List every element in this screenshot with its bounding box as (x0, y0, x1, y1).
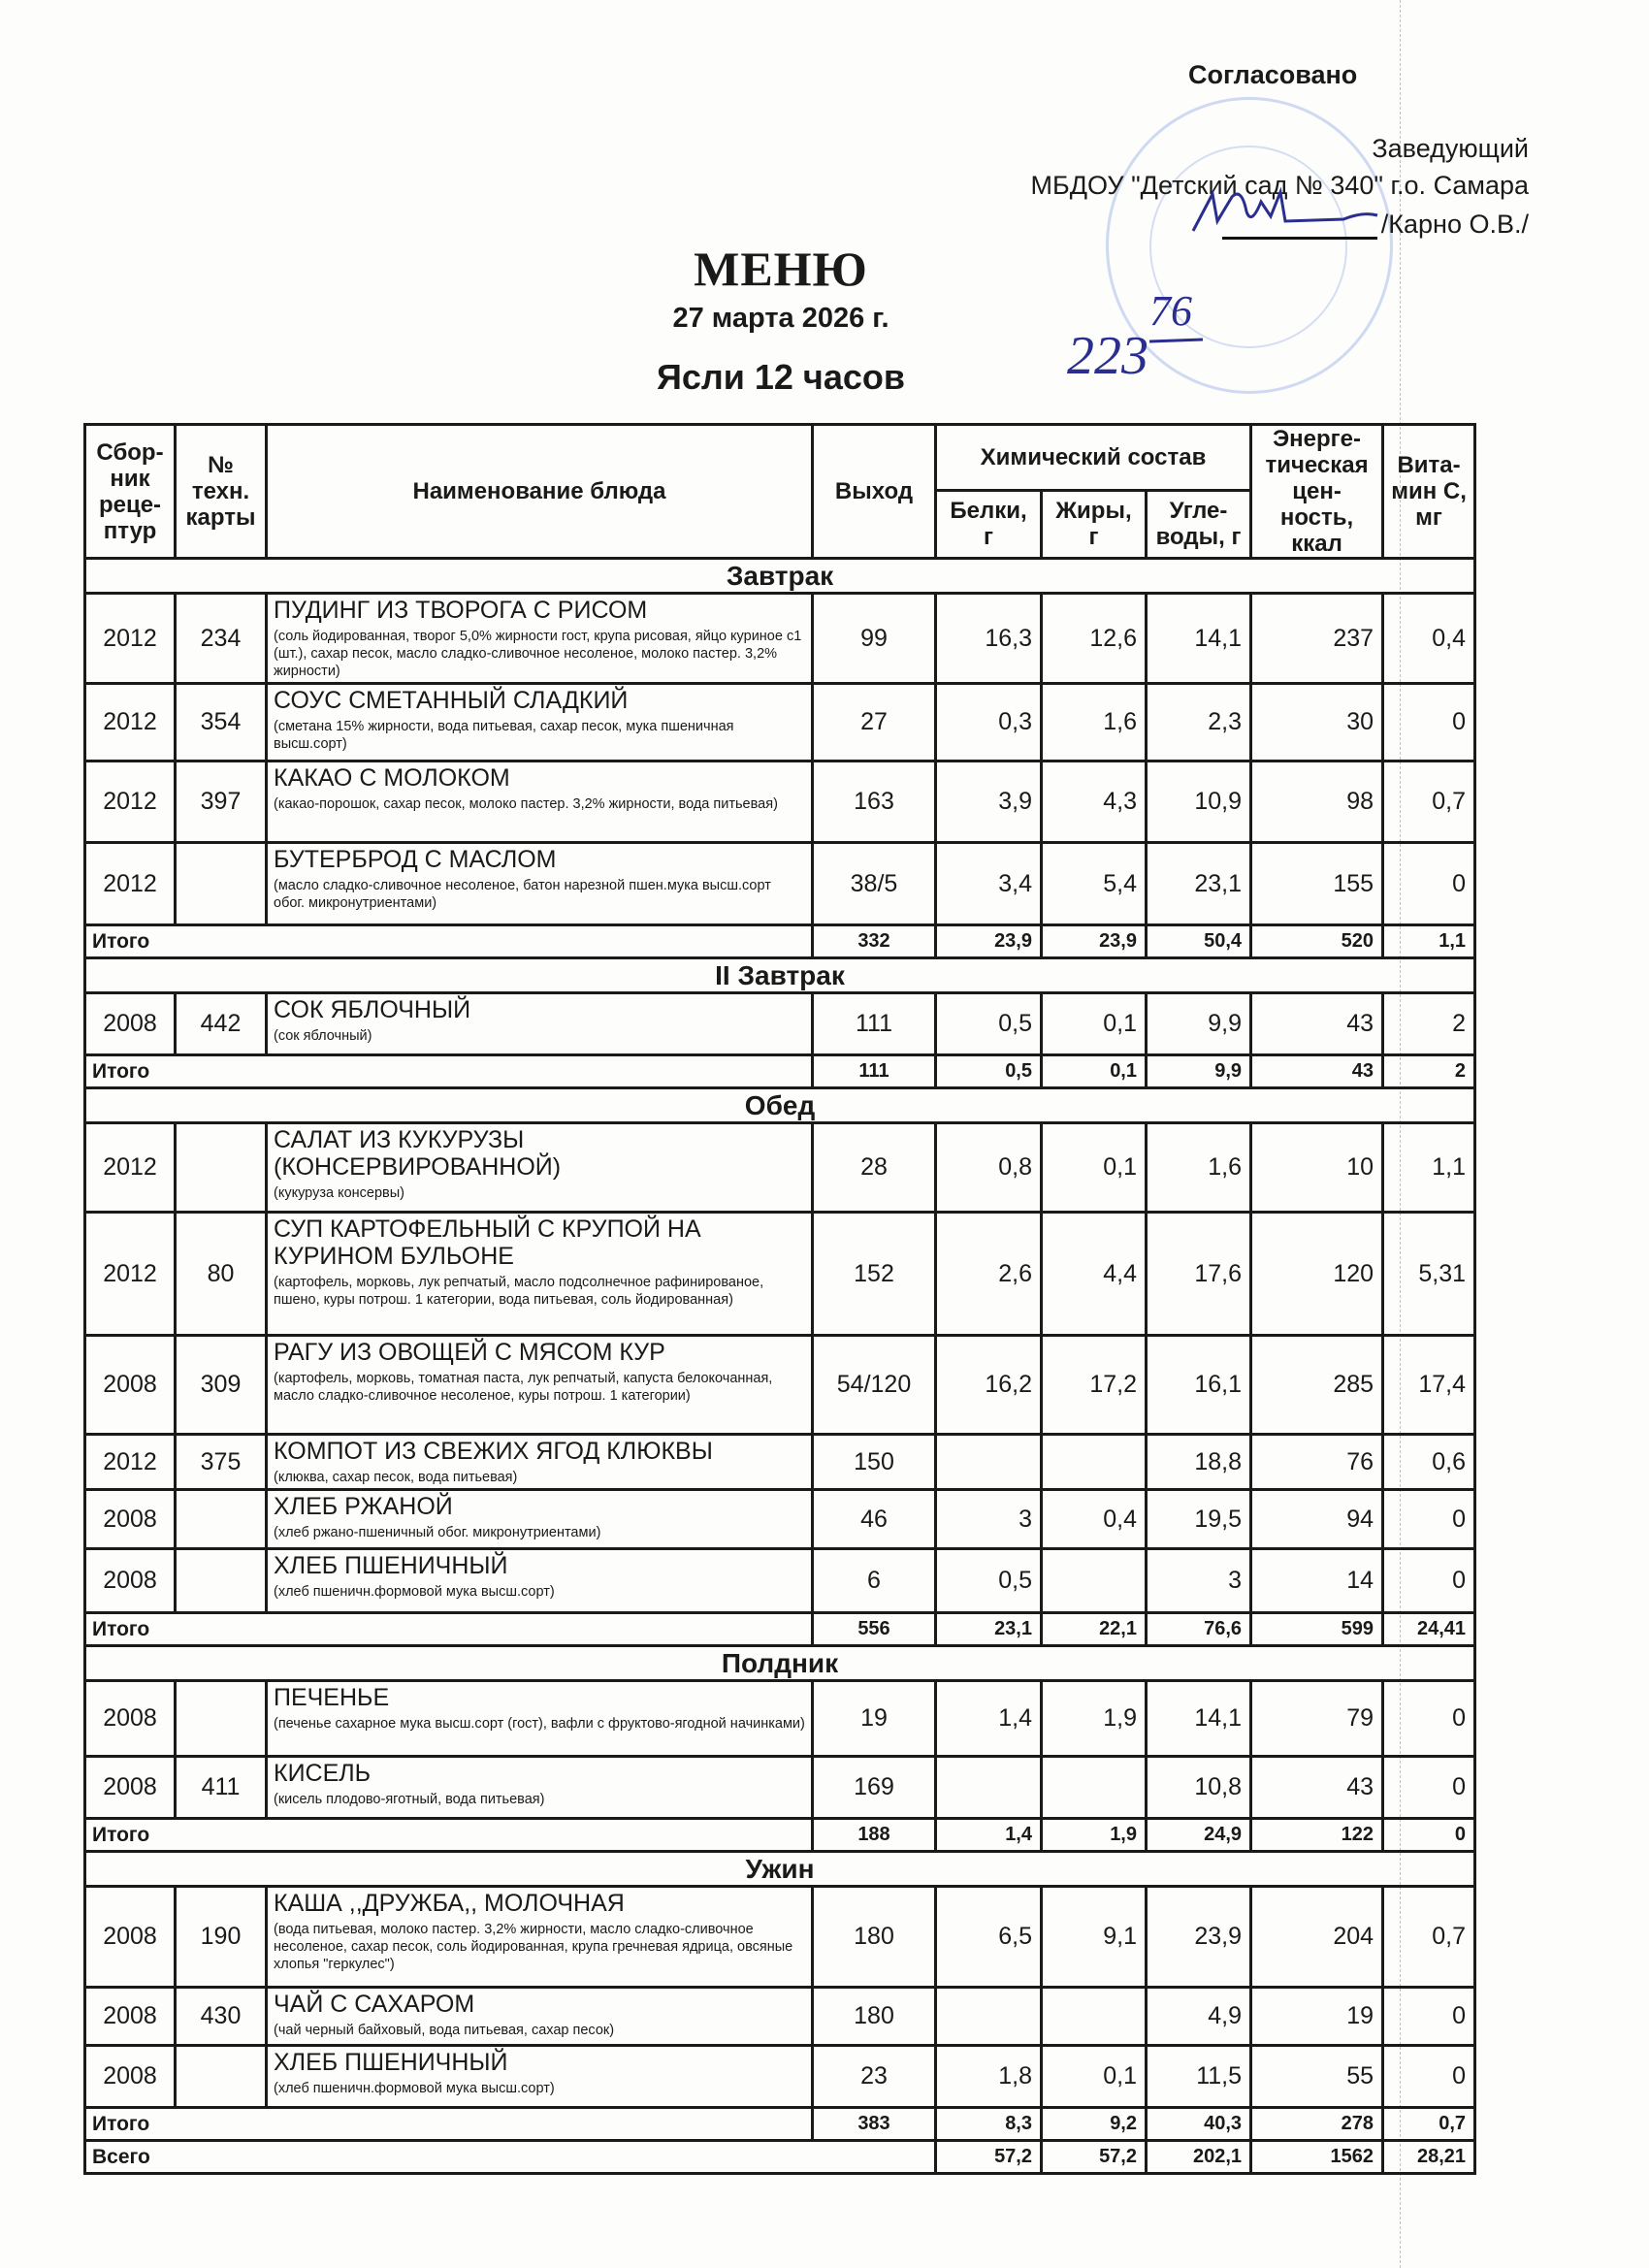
carbs-cell: 10,8 (1147, 1757, 1251, 1819)
card-no-cell (176, 1681, 267, 1757)
carbs-cell: 19,5 (1147, 1490, 1251, 1549)
collection-cell: 2008 (85, 2046, 176, 2108)
total-energy: 520 (1251, 925, 1383, 958)
total-label: Итого (85, 925, 813, 958)
total-energy: 122 (1251, 1819, 1383, 1852)
vitc-cell: 0 (1383, 1549, 1475, 1613)
protein-cell: 3 (936, 1490, 1042, 1549)
section-title: Обед (85, 1088, 1475, 1123)
card-no-cell: 397 (176, 761, 267, 843)
vitc-cell: 0,6 (1383, 1435, 1475, 1490)
collection-cell: 2012 (85, 843, 176, 925)
protein-cell: 16,2 (936, 1336, 1042, 1435)
dish-row (85, 1435, 1475, 1490)
total-yield: 556 (813, 1613, 936, 1646)
dish-cell (267, 843, 813, 925)
total-protein: 8,3 (936, 2108, 1042, 2141)
energy-cell: 120 (1251, 1213, 1383, 1336)
dish-cell (267, 1887, 813, 1988)
carbs-cell: 3 (1147, 1549, 1251, 1613)
energy-cell: 43 (1251, 993, 1383, 1055)
dish-row (85, 1988, 1475, 2046)
dish-composition: (чай черный байховый, вода питьевая, сахар песок) (274, 2023, 615, 2038)
total-yield: 188 (813, 1819, 936, 1852)
total-vitc: 2 (1383, 1055, 1475, 1088)
card-no-cell: 80 (176, 1213, 267, 1336)
dish-name: КИСЕЛЬ (274, 1760, 372, 1787)
carbs-cell: 10,9 (1147, 761, 1251, 843)
col-header-protein: Белки, г (936, 490, 1042, 558)
vitc-cell: 5,31 (1383, 1213, 1475, 1336)
fat-cell (1042, 1988, 1147, 2046)
dish-name: ХЛЕБ ПШЕНИЧНЫЙ (274, 2049, 508, 2076)
approval-heading: Согласовано (1188, 60, 1358, 89)
section-title: II Завтрак (85, 958, 1475, 993)
fat-cell (1042, 1435, 1147, 1490)
vitc-cell: 0 (1383, 843, 1475, 925)
total-carbs: 9,9 (1147, 1055, 1251, 1088)
yield-cell: 19 (813, 1681, 936, 1757)
total-carbs: 76,6 (1147, 1613, 1251, 1646)
dish-cell (267, 594, 813, 684)
card-no-cell: 190 (176, 1887, 267, 1988)
card-no-cell: 430 (176, 1988, 267, 2046)
col-header-yield: Выход (813, 425, 936, 559)
grand-total-energy: 1562 (1251, 2141, 1383, 2174)
collection-cell: 2012 (85, 684, 176, 761)
menu-table (83, 423, 1476, 2175)
dish-cell (267, 1490, 813, 1549)
section-total-row (85, 925, 1475, 958)
grand-total-label: Всего (85, 2141, 936, 2174)
protein-cell: 3,9 (936, 761, 1042, 843)
yield-cell: 46 (813, 1490, 936, 1549)
total-vitc: 1,1 (1383, 925, 1475, 958)
yield-cell: 99 (813, 594, 936, 684)
protein-cell: 16,3 (936, 594, 1042, 684)
collection-cell: 2008 (85, 1490, 176, 1549)
dish-name: КАША ,,ДРУЖБА,, МОЛОЧНАЯ (274, 1890, 625, 1917)
protein-cell: 0,8 (936, 1123, 1042, 1213)
yield-cell: 54/120 (813, 1336, 936, 1435)
dish-composition: (хлеб ржано-пшеничный обог. микронутриентами) (274, 1525, 601, 1540)
total-carbs: 50,4 (1147, 925, 1251, 958)
energy-cell: 237 (1251, 594, 1383, 684)
card-no-cell: 354 (176, 684, 267, 761)
yield-cell: 163 (813, 761, 936, 843)
dish-row (85, 843, 1475, 925)
vitc-cell: 0 (1383, 1988, 1475, 2046)
collection-cell: 2008 (85, 1336, 176, 1435)
carbs-cell: 18,8 (1147, 1435, 1251, 1490)
fat-cell (1042, 1549, 1147, 1613)
dish-cell (267, 1681, 813, 1757)
collection-cell: 2008 (85, 993, 176, 1055)
protein-cell (936, 1435, 1042, 1490)
dish-name: ХЛЕБ РЖАНОЙ (274, 1493, 453, 1520)
total-label: Итого (85, 2108, 813, 2141)
total-yield: 111 (813, 1055, 936, 1088)
card-no-cell: 309 (176, 1336, 267, 1435)
total-energy: 599 (1251, 1613, 1383, 1646)
yield-cell: 180 (813, 1988, 936, 2046)
section-header (85, 559, 1475, 594)
energy-cell: 204 (1251, 1887, 1383, 1988)
protein-cell: 6,5 (936, 1887, 1042, 1988)
collection-cell: 2012 (85, 761, 176, 843)
total-carbs: 24,9 (1147, 1819, 1251, 1852)
section-total-row (85, 1613, 1475, 1646)
total-vitc: 0,7 (1383, 2108, 1475, 2141)
yield-cell: 152 (813, 1213, 936, 1336)
energy-cell: 10 (1251, 1123, 1383, 1213)
fat-cell: 0,1 (1042, 1123, 1147, 1213)
total-protein: 0,5 (936, 1055, 1042, 1088)
carbs-cell: 14,1 (1147, 594, 1251, 684)
col-header-fat: Жиры, г (1042, 490, 1147, 558)
total-fat: 22,1 (1042, 1613, 1147, 1646)
total-fat: 0,1 (1042, 1055, 1147, 1088)
dish-cell (267, 993, 813, 1055)
col-header-energy: Энерге-тическая цен-ность, ккал (1251, 425, 1383, 559)
dish-row (85, 2046, 1475, 2108)
fat-cell (1042, 1757, 1147, 1819)
col-header-chem: Химический состав (936, 425, 1251, 491)
total-energy: 278 (1251, 2108, 1383, 2141)
section-total-row (85, 1819, 1475, 1852)
dish-row (85, 993, 1475, 1055)
collection-cell: 2008 (85, 1988, 176, 2046)
carbs-cell: 16,1 (1147, 1336, 1251, 1435)
grand-total-protein: 57,2 (936, 2141, 1042, 2174)
carbs-cell: 9,9 (1147, 993, 1251, 1055)
card-no-cell: 411 (176, 1757, 267, 1819)
card-no-cell: 375 (176, 1435, 267, 1490)
dish-composition: (картофель, морковь, томатная паста, лук репчатый, капуста белокочанная, масло сладко-сливочное несоленое, куры потрош. 1 категории) (274, 1371, 773, 1404)
dish-composition: (сок яблочный) (274, 1028, 372, 1044)
col-header-carbs: Угле-воды, г (1147, 490, 1251, 558)
energy-cell: 76 (1251, 1435, 1383, 1490)
vitc-cell: 0 (1383, 684, 1475, 761)
section-title: Ужин (85, 1852, 1475, 1887)
vitc-cell: 0 (1383, 1681, 1475, 1757)
dish-row (85, 1336, 1475, 1435)
yield-cell: 23 (813, 2046, 936, 2108)
vitc-cell: 0 (1383, 1490, 1475, 1549)
fat-cell: 0,4 (1042, 1490, 1147, 1549)
vitc-cell: 1,1 (1383, 1123, 1475, 1213)
collection-cell: 2008 (85, 1681, 176, 1757)
card-no-cell: 442 (176, 993, 267, 1055)
total-label: Итого (85, 1819, 813, 1852)
dish-row (85, 684, 1475, 761)
dish-name: СОУС СМЕТАННЫЙ СЛАДКИЙ (274, 687, 629, 714)
section-header (85, 1646, 1475, 1681)
card-no-cell (176, 1490, 267, 1549)
section-header (85, 1852, 1475, 1887)
approval-organization: МБДОУ "Детский сад № 340" г.о. Самара (1030, 171, 1529, 200)
protein-cell: 0,5 (936, 993, 1042, 1055)
total-yield: 383 (813, 2108, 936, 2141)
dish-cell (267, 1549, 813, 1613)
total-protein: 1,4 (936, 1819, 1042, 1852)
vitc-cell: 0 (1383, 1757, 1475, 1819)
protein-cell (936, 1988, 1042, 2046)
dish-name: ПЕЧЕНЬЕ (274, 1684, 390, 1711)
page-title: МЕНЮ (694, 242, 868, 296)
yield-cell: 169 (813, 1757, 936, 1819)
dish-composition: (клюква, сахар песок, вода питьевая) (274, 1470, 518, 1485)
vitc-cell: 0,4 (1383, 594, 1475, 684)
total-vitc: 0 (1383, 1819, 1475, 1852)
carbs-cell: 23,1 (1147, 843, 1251, 925)
collection-cell: 2012 (85, 1123, 176, 1213)
carbs-cell: 2,3 (1147, 684, 1251, 761)
col-header-card-no: № техн. карты (176, 425, 267, 559)
menu-date: 27 марта 2026 г. (672, 303, 889, 334)
svg-text:223: 223 (1067, 326, 1148, 386)
card-no-cell (176, 1123, 267, 1213)
total-yield: 332 (813, 925, 936, 958)
collection-cell: 2012 (85, 1435, 176, 1490)
fat-cell: 4,3 (1042, 761, 1147, 843)
collection-cell: 2012 (85, 1213, 176, 1336)
protein-cell: 1,4 (936, 1681, 1042, 1757)
dish-row (85, 1549, 1475, 1613)
total-label: Итого (85, 1055, 813, 1088)
carbs-cell: 23,9 (1147, 1887, 1251, 1988)
protein-cell: 0,5 (936, 1549, 1042, 1613)
dish-name: СОК ЯБЛОЧНЫЙ (274, 996, 471, 1023)
dish-composition: (хлеб пшеничн.формовой мука высш.сорт) (274, 2081, 555, 2096)
dish-name: КАКАО С МОЛОКОМ (274, 764, 510, 792)
vitc-cell: 17,4 (1383, 1336, 1475, 1435)
yield-cell: 6 (813, 1549, 936, 1613)
dish-row (85, 1757, 1475, 1819)
dish-cell (267, 684, 813, 761)
energy-cell: 94 (1251, 1490, 1383, 1549)
card-no-cell (176, 1549, 267, 1613)
dish-composition: (картофель, морковь, лук репчатый, масло подсолнечное рафинированое, пшено, куры потрош. 1 категории, вода питьевая, соль йодированная) (274, 1275, 764, 1308)
dish-name: ХЛЕБ ПШЕНИЧНЫЙ (274, 1552, 508, 1579)
protein-cell: 2,6 (936, 1213, 1042, 1336)
total-energy: 43 (1251, 1055, 1383, 1088)
section-title: Завтрак (85, 559, 1475, 594)
section-title: Полдник (85, 1646, 1475, 1681)
dish-composition: (какао-порошок, сахар песок, молоко пастер. 3,2% жирности, вода питьевая) (274, 796, 778, 812)
protein-cell: 3,4 (936, 843, 1042, 925)
dish-cell (267, 1336, 813, 1435)
total-fat: 23,9 (1042, 925, 1147, 958)
yield-cell: 180 (813, 1887, 936, 1988)
energy-cell: 30 (1251, 684, 1383, 761)
fat-cell: 0,1 (1042, 993, 1147, 1055)
carbs-cell: 14,1 (1147, 1681, 1251, 1757)
fat-cell: 1,9 (1042, 1681, 1147, 1757)
dish-row (85, 761, 1475, 843)
dish-cell (267, 1988, 813, 2046)
fat-cell: 1,6 (1042, 684, 1147, 761)
grand-total-vitc: 28,21 (1383, 2141, 1475, 2174)
yield-cell: 150 (813, 1435, 936, 1490)
vitc-cell: 0,7 (1383, 761, 1475, 843)
handwritten-number-icon (1057, 281, 1251, 388)
carbs-cell: 11,5 (1147, 2046, 1251, 2108)
fat-cell: 0,1 (1042, 2046, 1147, 2108)
dish-name: КОМПОТ ИЗ СВЕЖИХ ЯГОД КЛЮКВЫ (274, 1438, 713, 1465)
total-fat: 9,2 (1042, 2108, 1147, 2141)
vitc-cell: 0 (1383, 2046, 1475, 2108)
dish-row (85, 1887, 1475, 1988)
collection-cell: 2008 (85, 1757, 176, 1819)
fat-cell: 12,6 (1042, 594, 1147, 684)
vitc-cell: 2 (1383, 993, 1475, 1055)
energy-cell: 43 (1251, 1757, 1383, 1819)
protein-cell: 0,3 (936, 684, 1042, 761)
collection-cell: 2008 (85, 1549, 176, 1613)
card-no-cell (176, 843, 267, 925)
dish-name: ПУДИНГ ИЗ ТВОРОГА С РИСОМ (274, 597, 648, 624)
energy-cell: 98 (1251, 761, 1383, 843)
vitc-cell: 0,7 (1383, 1887, 1475, 1988)
dish-composition: (масло сладко-сливочное несоленое, батон нарезной пшен.мука высш.сорт обог. микронутриентами) (274, 878, 771, 911)
yield-cell: 38/5 (813, 843, 936, 925)
energy-cell: 55 (1251, 2046, 1383, 2108)
section-total-row (85, 1055, 1475, 1088)
approval-signatory: /Карно О.В./ (1380, 210, 1529, 239)
yield-cell: 111 (813, 993, 936, 1055)
dish-composition: (соль йодированная, творог 5,0% жирности гост, крупа рисовая, яйцо куриное с1 (шт.), сахар песок, масло сладко-сливочное несоленое, молоко пастер. 3,2% жирности) (274, 629, 802, 679)
col-header-vitc: Вита-мин С, мг (1383, 425, 1475, 559)
dish-composition: (сметана 15% жирности, вода питьевая, сахар песок, мука пшеничная высш.сорт) (274, 719, 734, 752)
fat-cell: 4,4 (1042, 1213, 1147, 1336)
carbs-cell: 17,6 (1147, 1213, 1251, 1336)
dish-name: БУТЕРБРОД С МАСЛОМ (274, 846, 557, 873)
energy-cell: 155 (1251, 843, 1383, 925)
grand-total-fat: 57,2 (1042, 2141, 1147, 2174)
dish-composition: (кисель плодово-яготный, вода питьевая) (274, 1792, 545, 1807)
dish-row (85, 594, 1475, 684)
total-fat: 1,9 (1042, 1819, 1147, 1852)
total-protein: 23,1 (936, 1613, 1042, 1646)
col-header-collection: Сбор-ник реце-птур (85, 425, 176, 559)
dish-composition: (кукуруза консервы) (274, 1185, 404, 1201)
dish-cell (267, 1213, 813, 1336)
card-no-cell (176, 2046, 267, 2108)
dish-cell (267, 1435, 813, 1490)
dish-name: САЛАТ ИЗ КУКУРУЗЫ (КОНСЕРВИРОВАННОЙ) (274, 1126, 562, 1181)
dish-name: ЧАЙ С САХАРОМ (274, 1991, 475, 2018)
col-header-dish: Наименование блюда (267, 425, 813, 559)
energy-cell: 79 (1251, 1681, 1383, 1757)
yield-cell: 27 (813, 684, 936, 761)
collection-cell: 2008 (85, 1887, 176, 1988)
dish-cell (267, 1123, 813, 1213)
dish-row (85, 1213, 1475, 1336)
approval-position: Заведующий (1372, 134, 1529, 163)
energy-cell: 19 (1251, 1988, 1383, 2046)
carbs-cell: 4,9 (1147, 1988, 1251, 2046)
fat-cell: 9,1 (1042, 1887, 1147, 1988)
energy-cell: 14 (1251, 1549, 1383, 1613)
dish-name: РАГУ ИЗ ОВОЩЕЙ С МЯСОМ КУР (274, 1339, 665, 1366)
total-protein: 23,9 (936, 925, 1042, 958)
card-no-cell: 234 (176, 594, 267, 684)
dish-row (85, 1490, 1475, 1549)
dish-cell (267, 761, 813, 843)
carbs-cell: 1,6 (1147, 1123, 1251, 1213)
section-header (85, 958, 1475, 993)
grand-total-carbs: 202,1 (1147, 2141, 1251, 2174)
energy-cell: 285 (1251, 1336, 1383, 1435)
dish-cell (267, 2046, 813, 2108)
section-total-row (85, 2108, 1475, 2141)
collection-cell: 2012 (85, 594, 176, 684)
protein-cell: 1,8 (936, 2046, 1042, 2108)
menu-group: Ясли 12 часов (656, 357, 905, 397)
svg-text:76: 76 (1149, 287, 1192, 335)
total-vitc: 24,41 (1383, 1613, 1475, 1646)
grand-total-row (85, 2141, 1475, 2174)
total-carbs: 40,3 (1147, 2108, 1251, 2141)
dish-composition: (печенье сахарное мука высш.сорт (гост), вафли с фруктово-ягодной начинками) (274, 1716, 805, 1732)
section-header (85, 1088, 1475, 1123)
dish-cell (267, 1757, 813, 1819)
total-label: Итого (85, 1613, 813, 1646)
dish-row (85, 1681, 1475, 1757)
protein-cell (936, 1757, 1042, 1819)
fat-cell: 17,2 (1042, 1336, 1147, 1435)
yield-cell: 28 (813, 1123, 936, 1213)
signature-scribble-icon (1188, 182, 1382, 241)
fat-cell: 5,4 (1042, 843, 1147, 925)
dish-row (85, 1123, 1475, 1213)
dish-composition: (хлеб пшеничн.формовой мука высш.сорт) (274, 1584, 555, 1600)
dish-composition: (вода питьевая, молоко пастер. 3,2% жирности, масло сладко-сливочное несоленое, сахар песок, соль йодированная, крупа гречневая ядрица, овсяные хлопья "геркулес") (274, 1922, 793, 1972)
menu-table-body (85, 559, 1475, 2174)
dish-name: СУП КАРТОФЕЛЬНЫЙ С КРУПОЙ НА КУРИНОМ БУЛЬОНЕ (274, 1215, 701, 1270)
